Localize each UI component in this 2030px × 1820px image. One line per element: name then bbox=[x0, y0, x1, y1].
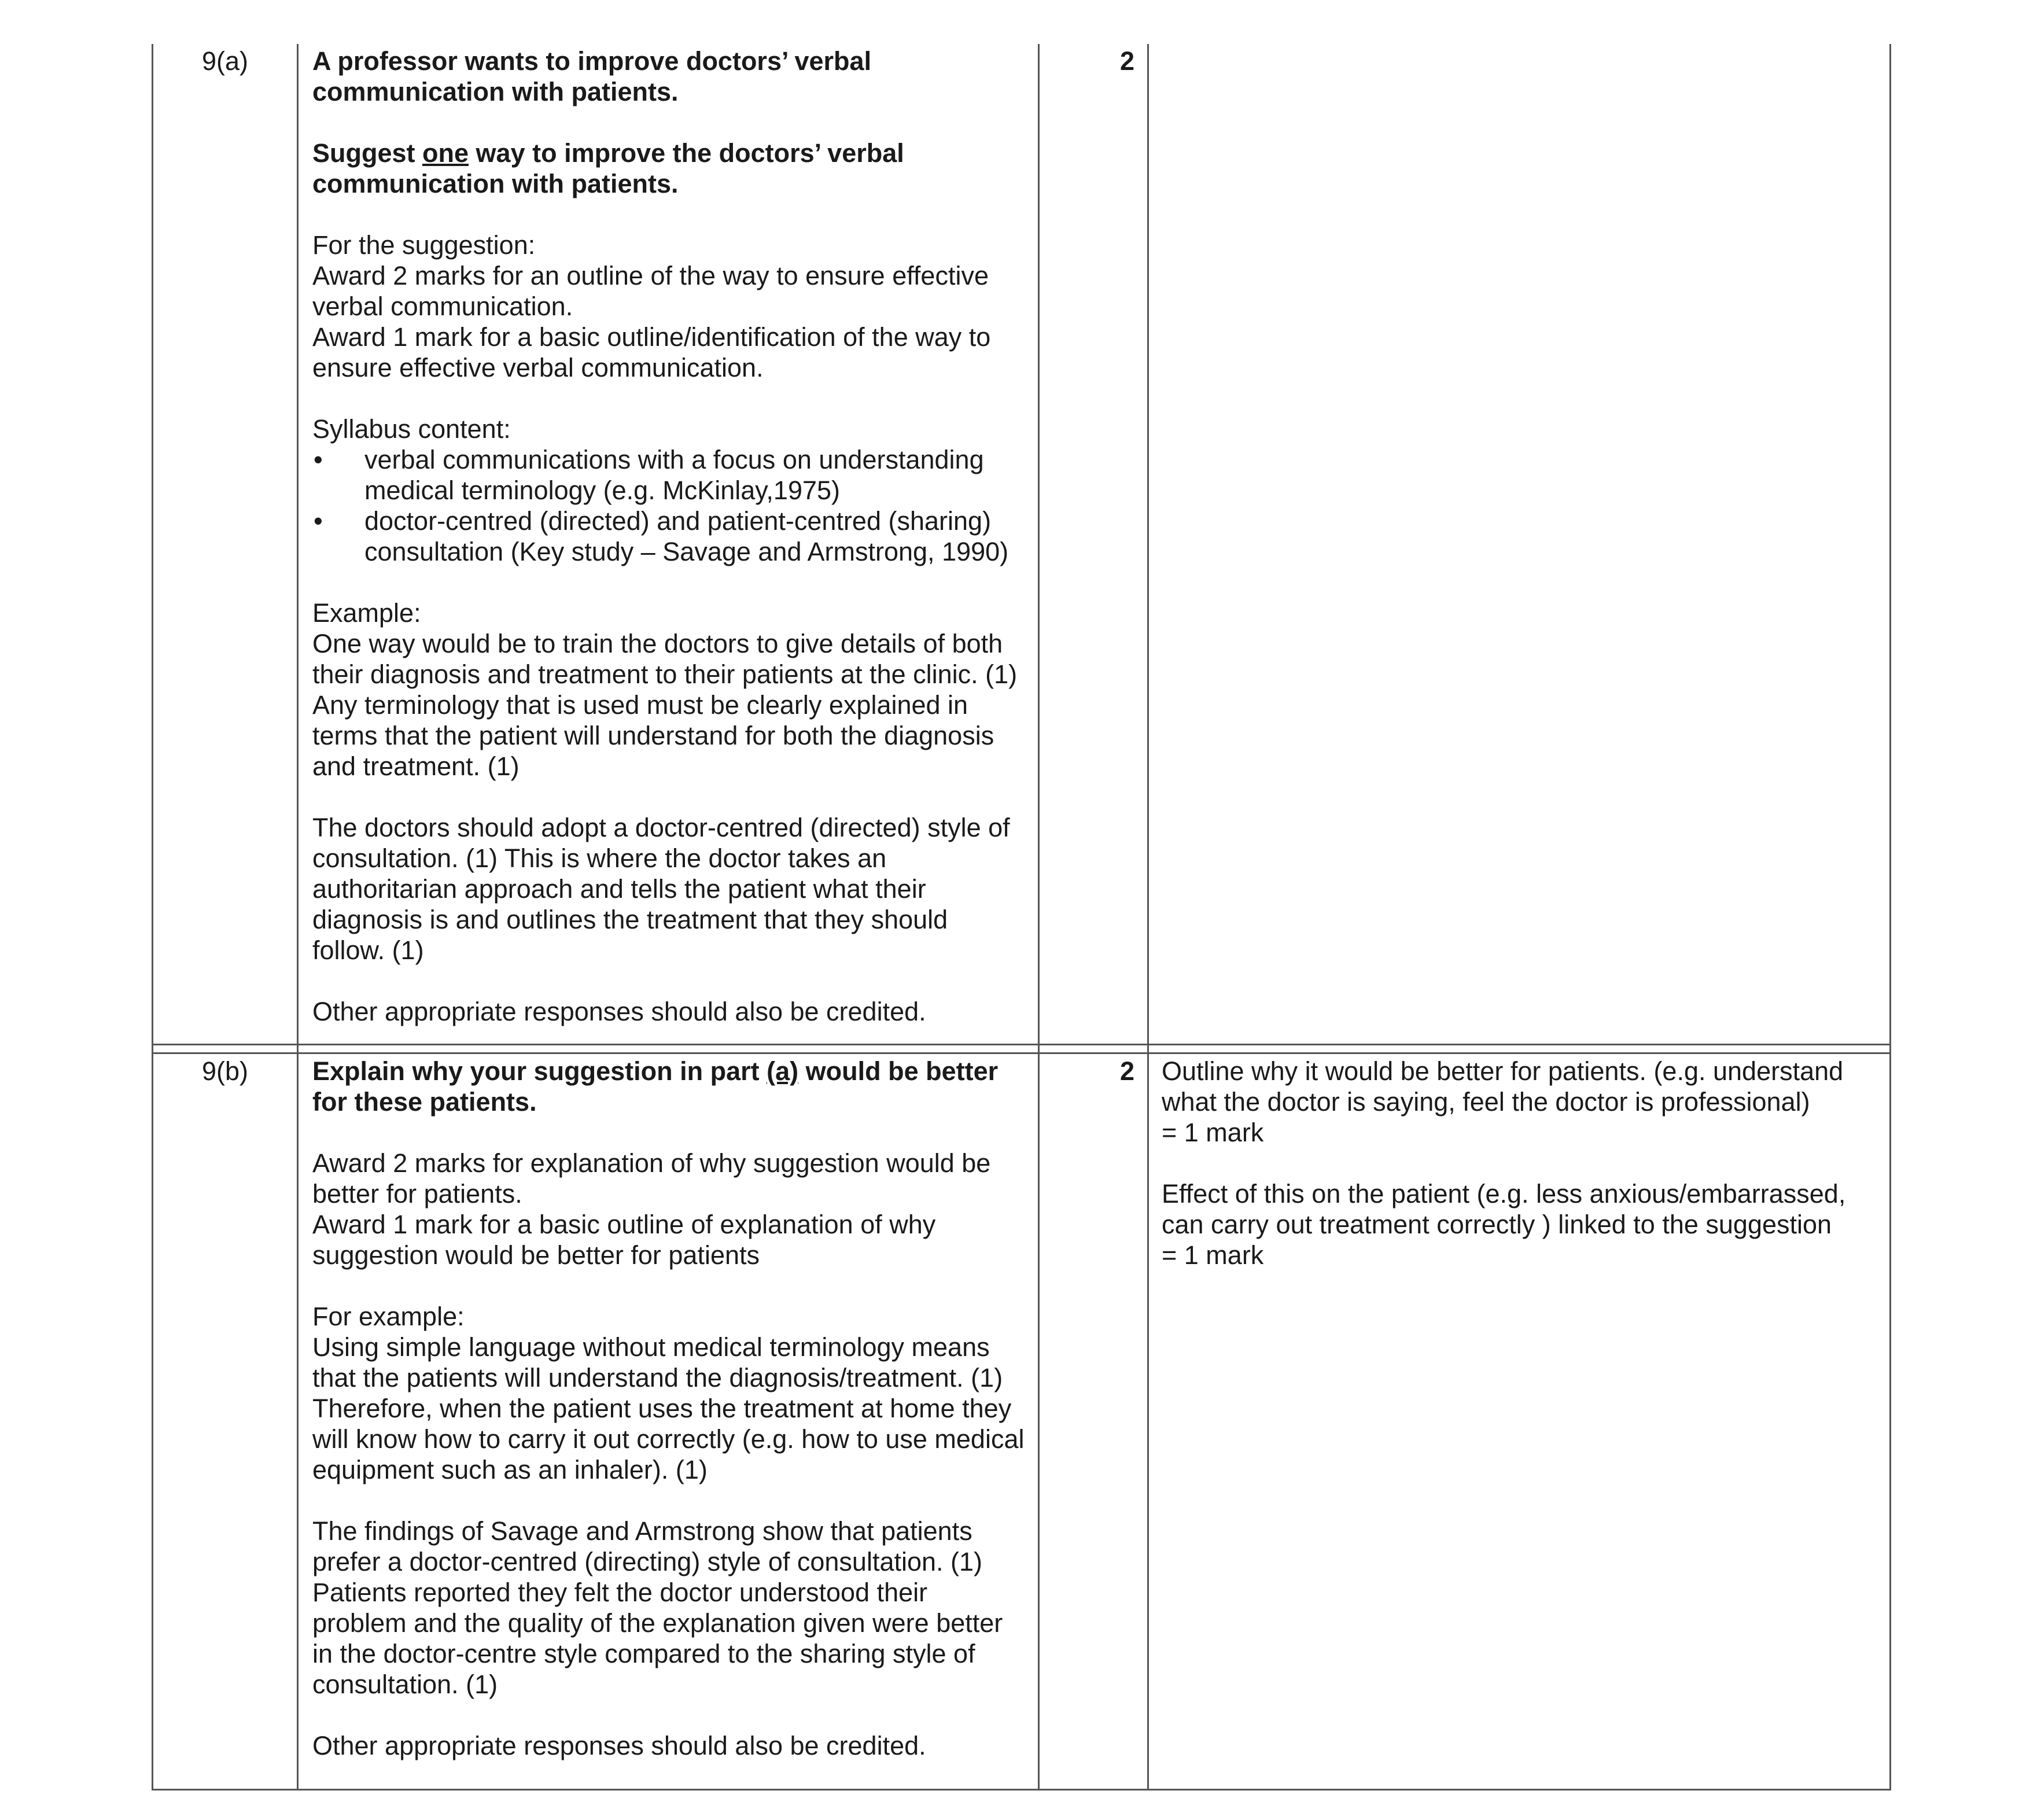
example-text: One way would be to train the doctors to give details of both their diagnosis and treatment to their patients at the clinic. (1) Any terminology that is used must be clearly explained in terms that the patient will understand for both the diagnosis and treatment. (1) bbox=[312, 629, 1018, 781]
bullet-icon: • bbox=[314, 445, 323, 474]
underlined-word: one bbox=[422, 138, 469, 168]
marks-value: 2 bbox=[1119, 46, 1134, 76]
award-2-text: Award 2 marks for an outline of the way to ensure effective verbal communication. bbox=[312, 261, 989, 321]
example-heading: For example: bbox=[312, 1302, 465, 1331]
question-number-cell bbox=[153, 1053, 298, 1790]
marks-cell bbox=[1039, 1053, 1148, 1790]
list-item: • doctor-centred (directed) and patient-centred (sharing) consultation (Key study – Savage and Armstrong, 1990) bbox=[314, 506, 1009, 566]
answer-cell bbox=[298, 1053, 1039, 1790]
table-row-9a bbox=[153, 44, 1891, 1045]
mark-scheme-table bbox=[152, 44, 1891, 1790]
question-instruction: Suggest one way to improve the doctors’ verbal communication with patients. bbox=[312, 138, 904, 198]
example-heading: Example: bbox=[312, 598, 421, 628]
question-number-cell bbox=[153, 44, 298, 1045]
question-number: 9(a) bbox=[201, 46, 249, 76]
guidance-point-1-mark: = 1 mark bbox=[1162, 1118, 1264, 1147]
guidance-point-1: Outline why it would be better for patients. (e.g. understand what the doctor is saying, feel the doctor is professional) bbox=[1162, 1056, 1844, 1117]
award-2-text: Award 2 marks for explanation of why suggestion would be better for patients. bbox=[312, 1148, 991, 1209]
question-text: A professor wants to improve doctors’ verbal communication with patients. bbox=[312, 46, 872, 106]
guidance-point-2: Effect of this on the patient (e.g. less anxious/embarrassed, can carry out treatment correctly ) linked to the suggestion bbox=[1162, 1179, 1846, 1239]
guidance-point-2-mark: = 1 mark bbox=[1162, 1240, 1264, 1270]
award-1-text: Award 1 mark for a basic outline of explanation of why suggestion would be better for patients bbox=[312, 1210, 936, 1270]
suggestion-heading: For the suggestion: bbox=[312, 230, 536, 260]
question-number: 9(b) bbox=[201, 1056, 249, 1086]
example-text-2: The findings of Savage and Armstrong show that patients prefer a doctor-centred (directing) style of consultation. (1) Patients reported they felt the doctor understood their problem and the quality of the explanation given were better in the doctor-centre style compared to the sharing style of consultation. (1) bbox=[312, 1516, 1003, 1699]
example-text: Using simple language without medical terminology means that the patients will understand the diagnosis/treatment. (1) Therefore, when the patient uses the treatment at home they will know how to carry it out correctly (e.g. how to use medical equipment such as an inhaler). (1) bbox=[312, 1332, 1025, 1484]
syllabus-heading: Syllabus content: bbox=[312, 414, 511, 444]
other-responses-note: Other appropriate responses should also be credited. bbox=[312, 997, 926, 1026]
underlined-reference: (a) bbox=[767, 1056, 799, 1086]
list-item: • verbal communications with a focus on understanding medical terminology (e.g. McKinlay,1975) bbox=[314, 445, 984, 505]
example-text-2: The doctors should adopt a doctor-centred (directed) style of consultation. (1) This is where the doctor takes an authoritarian approach and tells the patient what their diagnosis is and outlines the treatment that they should follow. (1) bbox=[312, 813, 1010, 965]
syllabus-list bbox=[312, 444, 1025, 567]
table-row-9b bbox=[153, 1053, 1891, 1790]
row-separator bbox=[153, 1045, 1891, 1053]
guidance-cell bbox=[1148, 44, 1891, 1045]
award-1-text: Award 1 mark for a basic outline/identification of the way to ensure effective verbal communication. bbox=[312, 322, 991, 382]
marks-cell bbox=[1039, 44, 1148, 1045]
marks-value: 2 bbox=[1119, 1056, 1134, 1086]
other-responses-note: Other appropriate responses should also be credited. bbox=[312, 1731, 926, 1760]
answer-cell bbox=[298, 44, 1039, 1045]
bullet-icon: • bbox=[314, 506, 323, 536]
question-text: Explain why your suggestion in part (a) would be better for these patients. bbox=[312, 1056, 999, 1117]
guidance-cell bbox=[1148, 1053, 1891, 1790]
